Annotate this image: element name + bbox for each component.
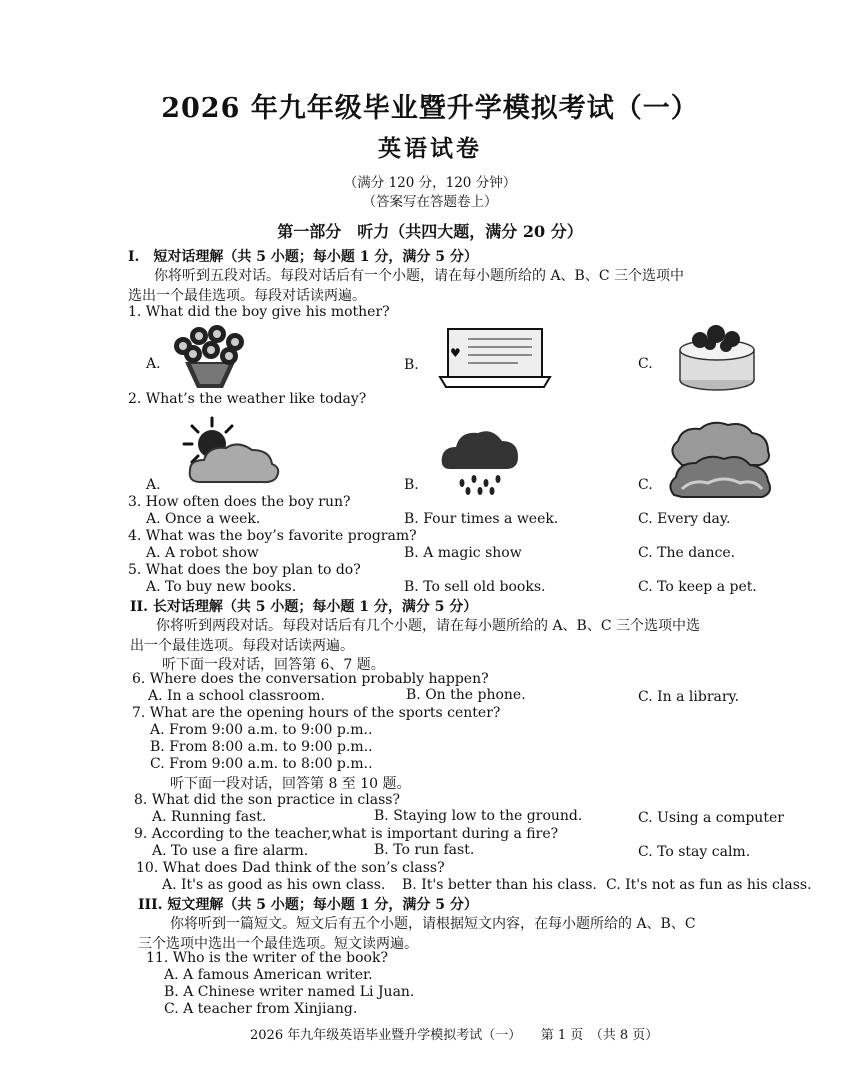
birthday-cake-icon bbox=[678, 322, 756, 392]
q2-option-a: A. bbox=[146, 477, 161, 493]
q8-stem: 8. What did the son practice in class? bbox=[134, 792, 400, 808]
section3-instruction-line2: 三个选项中选出一个最佳选项。短文读两遍。 bbox=[138, 936, 418, 952]
q9-option-c: C. To stay calm. bbox=[638, 844, 751, 860]
section2-heading: II. 长对话理解（共 5 小题；每小题 1 分，满分 5 分） bbox=[130, 599, 478, 615]
q7-option-b: B. From 8:00 a.m. to 9:00 p.m.. bbox=[150, 739, 373, 755]
section2-instruction-line1: 你将听到两段对话。每段对话后有几个小题，请在每小题所给的 A、B、C 三个选项中选 bbox=[156, 618, 701, 634]
page-footer: 2026 年九年级英语毕业暨升学模拟考试（一） 第 1 页 （共 8 页） bbox=[250, 1028, 659, 1043]
q7-option-a: A. From 9:00 a.m. to 9:00 p.m.. bbox=[150, 722, 373, 738]
q8-option-b: B. Staying low to the ground. bbox=[374, 808, 583, 824]
q1-option-a: A. bbox=[146, 356, 161, 372]
q9-option-b: B. To run fast. bbox=[374, 842, 475, 858]
q2-option-c: C. bbox=[638, 477, 653, 493]
exam-subtitle: 英语试卷 bbox=[378, 135, 482, 162]
q3-option-c: C. Every day. bbox=[638, 511, 731, 527]
section2-instruction-line2: 出一个最佳选项。每段对话读两遍。 bbox=[130, 638, 354, 654]
score-note: （满分 120 分，120 分钟） bbox=[343, 175, 517, 191]
q4-stem: 4. What was the boy’s favorite program? bbox=[128, 528, 417, 544]
q7-stem: 7. What are the opening hours of the sports center? bbox=[132, 705, 501, 721]
q9-stem: 9. According to the teacher,what is important during a fire? bbox=[134, 826, 559, 842]
q1-stem: 1. What did the boy give his mother? bbox=[128, 304, 390, 320]
q3-option-b: B. Four times a week. bbox=[404, 511, 559, 527]
q3-option-a: A. Once a week. bbox=[146, 511, 261, 527]
section2-lead-6-7: 听下面一段对话，回答第 6、7 题。 bbox=[162, 657, 385, 673]
q2-stem: 2. What’s the weather like today? bbox=[128, 391, 367, 407]
q8-option-c: C. Using a computer bbox=[638, 810, 784, 826]
q5-option-a: A. To buy new books. bbox=[146, 579, 297, 595]
q1-option-c: C. bbox=[638, 356, 653, 372]
q5-option-b: B. To sell old books. bbox=[404, 579, 546, 595]
q2-option-b: B. bbox=[404, 477, 419, 493]
q11-option-b: B. A Chinese writer named Li Juan. bbox=[164, 984, 415, 1000]
q5-option-c: C. To keep a pet. bbox=[638, 579, 757, 595]
section3-heading: III. 短文理解（共 5 小题；每小题 1 分，满分 5 分） bbox=[138, 897, 478, 913]
q3-stem: 3. How often does the boy run? bbox=[128, 494, 351, 510]
q6-option-c: C. In a library. bbox=[638, 689, 740, 705]
q10-option-c: C. It's not as fun as his class. bbox=[606, 877, 812, 893]
answer-note: （答案写在答题卷上） bbox=[362, 194, 498, 210]
flowers-bouquet-icon bbox=[165, 322, 255, 390]
section1-heading: I. 短对话理解（共 5 小题；每小题 1 分，满分 5 分） bbox=[128, 249, 478, 265]
section1-instruction-line2: 选出一个最佳选项。每段对话读两遍。 bbox=[128, 288, 366, 304]
q11-option-c: C. A teacher from Xinjiang. bbox=[164, 1001, 358, 1017]
q4-option-b: B. A magic show bbox=[404, 545, 522, 561]
greeting-card-icon bbox=[438, 327, 552, 389]
q4-option-a: A. A robot show bbox=[146, 545, 259, 561]
q6-option-a: A. In a school classroom. bbox=[148, 688, 325, 704]
q11-option-a: A. A famous American writer. bbox=[164, 967, 373, 983]
q10-stem: 10. What does Dad think of the son’s class? bbox=[136, 860, 445, 876]
section3-instruction-line1: 你将听到一篇短文。短文后有五个小题，请根据短文内容，在每小题所给的 A、B、C bbox=[170, 916, 696, 932]
q8-option-a: A. Running fast. bbox=[152, 809, 267, 825]
section2-lead-8-10: 听下面一段对话，回答第 8 至 10 题。 bbox=[170, 776, 411, 792]
q4-option-c: C. The dance. bbox=[638, 545, 736, 561]
rain-cloud-icon bbox=[440, 425, 520, 497]
q10-option-a: A. It's as good as his own class. bbox=[162, 877, 386, 893]
q11-stem: 11. Who is the writer of the book? bbox=[146, 950, 388, 966]
svg-text:♥: ♥ bbox=[450, 346, 461, 360]
q1-option-b: B. bbox=[404, 357, 419, 373]
part1-heading: 第一部分 听力（共四大题，满分 20 分） bbox=[277, 222, 583, 241]
q6-option-b: B. On the phone. bbox=[406, 687, 526, 703]
q7-option-c: C. From 9:00 a.m. to 8:00 p.m.. bbox=[150, 756, 373, 772]
exam-title: 2026 年九年级毕业暨升学模拟考试（一） bbox=[161, 93, 699, 124]
section1-instruction-line1: 你将听到五段对话。每段对话后有一个小题，请在每小题所给的 A、B、C 三个选项中 bbox=[154, 268, 685, 284]
q9-option-a: A. To use a fire alarm. bbox=[152, 843, 309, 859]
q10-option-b: B. It's better than his class. bbox=[402, 877, 597, 893]
cloudy-icon bbox=[668, 419, 774, 501]
q5-stem: 5. What does the boy plan to do? bbox=[128, 562, 361, 578]
partly-cloudy-icon bbox=[178, 416, 282, 486]
q6-stem: 6. Where does the conversation probably happen? bbox=[132, 671, 489, 687]
